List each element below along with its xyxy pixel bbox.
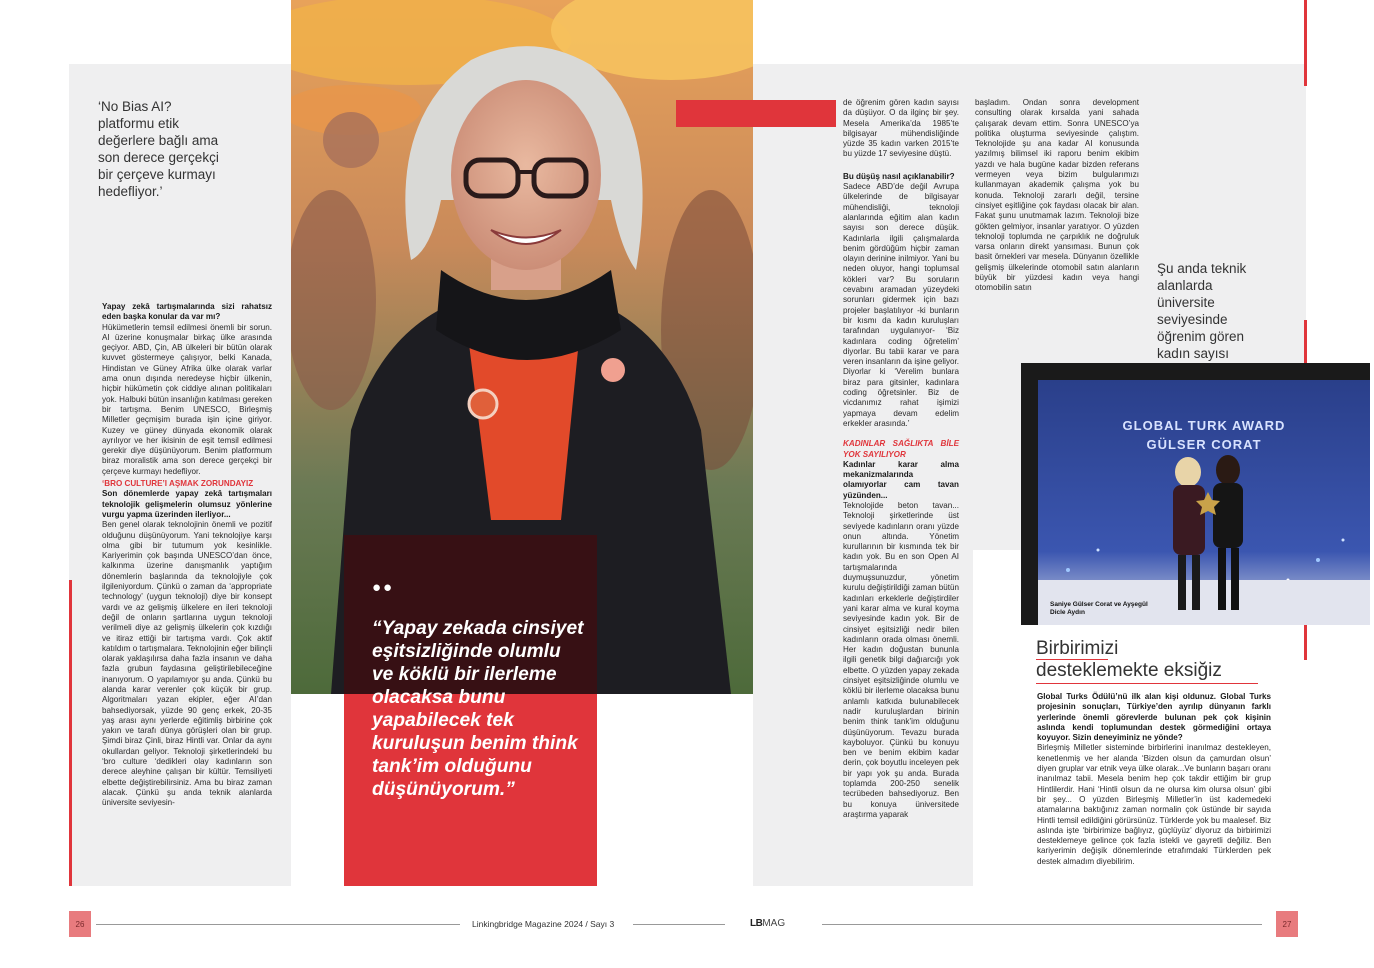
- paragraph: Teknolojide beton tavan... Teknoloji şirketlerinde üst seviyede kadınların oranı yüzde onun altında. Yönetim kurullarının bir kısmında tek bir kadın yok. Bu en son Open AI tartışmalarında duymuşsunuzdur, yönetim kurulu değiştirildiği zaman bütün kadınları erkeklerle değiştirdiler yani karar alma ve kural koyma seviyesinde kadın yok. Bir de cinsiyet eşitsizliği nedir bilen kadınların orada olması önemli. Her kadın doğustan bununla ilgili genetik bilgi dağıarcığı yok elbette. O yüzden yapay zekada cinsiyet eşitsizliğinde olumlu ve köklü bir ilerleme olacaksa bunu anlamlı katkıda bulunabilecek nadir kuruluşlardan birinin benim think tank’im olduğunu düşünüyorum. Tevazu burada kayboluyor. Çünkü bu konuyu ben ve benim ekibim kadar derin, çok boyutlu inceleyen pek bir yapı yok şu anda. Burada toplamda 200-250 senelik tecrübeden bahsediyoruz. Ben bu konuya üniversitede araştırma yaparak: [843, 500, 959, 819]
- paragraph: de öğrenim gören kadın sayısı da düşüyor. O da ilginç bir şey. Mesela Amerika’da 1985’te bilgisayar mühendisliğinde yüzde 35 kadın varken 2015’te bu yüzde 17 seviyesine düştü.: [843, 98, 959, 159]
- award-photo: [1038, 380, 1370, 625]
- paragraph: Ben genel olarak teknolojinin önemli ve pozitif olduğunu düşünüyorum. Yani teknolojiye karşı olma gibi bir tutumum yok kesinlikle. Kariyerimin çok başında UNESCO’dan önce, kalkınma üzerine danışmanlık yaptığım dönemlerin başlarında da teknolojiyle çok ilgileniyordum. Çünkü o zaman da ‘appropriate technology’ (uygun teknoloji) diye bir konsept vardı ve az gelişmiş ülkelere en ileri teknoloji değil de onların şartlarına uygun teknoloji verilmeli diye az gelişmiş ülkelerin çok kızdığı ve itiraz ettiği bir tartışma vardı. Çok aktif katıldım o tartışmalara. Teknolojinin eğer bilinçli olarak yaklaşılırsa daha fazla insanın ve daha fazla grubun faydasına geliştirilebileceğine inanıyorum. O yapılamıyor şu anda. Çünkü bu alanda karar verenler çok küçük bir grup. Algoritmaları yazan ekipler, eğer AI’dan bahsediyorsak, yüzde 90 genç erkek, 20-35 yaş arası aynı yerlerde eğitimliş birbirine çok yakın ve tarafı dünya görüşleri olan bir grup. Şimdi biraz Çinli, biraz Hintli var. Onlar da aynı okullardan geliyor. Teknoloji şirketlerindeki bu ‘bro culture ‘dedikleri olay kadınların son derece aleyhine çalışan bir kültür. Temsiliyeti elbette değiştirebilirsiniz. Ama bu biraz zaman alacak. Çünkü şu anda teknik alanlarda üniversite seviyesin-: [102, 520, 272, 808]
- left-accent-line: [69, 580, 72, 886]
- column-2-text: [843, 98, 959, 820]
- quote-box: [344, 535, 597, 886]
- column-3-text: [975, 98, 1139, 294]
- quote-dots: ●●: [372, 579, 395, 596]
- footer-rule-right: [822, 924, 1262, 925]
- footer-logo-bold: LB: [750, 918, 763, 929]
- right-accent-line-top: [1304, 0, 1307, 86]
- footer-magazine: Linkingbridge Magazine 2024 / Sayı 3: [472, 919, 615, 929]
- question: Kadınlar karar alma mekanizmalarında olamıyorlar cam tavan yüzünden...: [843, 459, 959, 500]
- footer-logo-light: MAG: [762, 918, 786, 929]
- question-2: Son dönemlerde yapay zekâ tartışmaları teknolojik gelişmelerin olumsuz yönlerine vurgu yapma üzerinden ilerliyor...: [102, 489, 272, 519]
- section-heading: KADINLAR SAĞLIKTA BİLE YOK SAYILIYOR: [843, 439, 959, 459]
- footer-rule-left: [96, 924, 460, 925]
- paragraph: başladım. Ondan sonra development consulting olarak kırsalda yani sahada çalışarak devam ettim. Sonra UNESCO’ya politika oluşturma seviyesinde çalıştım. Teknolojide şu ana kadar AI konusunda yazılmış bilimsel iki raporu benim ekibim yazdı ve hala bugüne kadar bizden referans vermeyen veya bizim bulgularımızı kullanmayan akademik çalışma yok bu konuda. Teknoloji zararlı değil, tersine cinsiyet eşitliğine çok faydası olacak bir alan. Fakat şunu unutmamak lazım. Teknoloji bize gökten gelmiyor, insanlar yaratıyor. O yüzden teknoloji toplumda ne çarpıklık ne doğruluk varsa onların direkt yansıması. Bunun çok basit örnekleri var mesela. Dünyanın özellikle gelişmiş ülkelerinde otomobil satın alanların büyük bir yüzdesi kadın veya hangi otomobilin satın: [975, 98, 1139, 293]
- right-pullquote: Şu anda teknik alanlarda üniversite seviyesinde öğrenim gören kadın sayısı: [1157, 261, 1247, 361]
- award-photo-frame: [1021, 363, 1370, 625]
- sidebar-body: Birleşmiş Milletler sisteminde birbirlerini inanılmaz destekleyen, kenetlenmiş ve her alanda ‘Bizden olsun da çamurdan olsun’ diyen gruplar var etnik veya ülke olarak...Ve bunların başarı oranı inanılmaz tabii. Mesela benim hep çok takdir ettiğim bir grup Hintlilerdir. Hani ‘Hintli olsun da ne olursa kim olursa olsun’ gibi bir şey... O yüzden Birleşmiş Milletler’in üst kademedeki atamalarına baktığınız zaman normalin çok üstünde bir sayıda Hintli temsil edildiğini görürsünüz. Türklerde yok bu maalesef. Biz aslında işte ‘birbirimize bağlıyız, güçlüyüz’ diyoruz da birbirimizi desteklemeye gelince çok fazla istekli ve gayretli değiliz. Ben kariyerimin değişik dönemlerinde etrafımdaki Türklerden pek destek almadım diyebilirim.: [1037, 743, 1271, 866]
- quote-text: “Yapay zekada cinsiyet eşitsizliğinde olumlu ve köklü bir ilerleme olacaksa bunu yapabilecek tek kuruluşun benim think tank’im olduğunu düşünüyorum.”: [372, 618, 584, 800]
- sidebar-intro: Global Turks Ödülü’nü ilk alan kişi oldunuz. Global Turks projesinin sonuçları, Türkiye’den ayrılıp dünyanın farklı yerlerinde önemli görevlerde bulunan pek çok kişinin aslında kendi toplumundan destek görmediğini ortaya koyuyor. Sizin deneyiminiz ne yönde?: [1037, 692, 1271, 743]
- left-pullquote: ‘No Bias AI? platformu etik değerlere bağlı ama son derece gerçekçi bir çerçeve kurmayı hedefliyor.’: [98, 99, 219, 199]
- red-bar-top: [676, 100, 836, 127]
- award-banner-line1: GLOBAL TURK AWARD: [1122, 418, 1286, 433]
- sidebar-title-underline-1: [1036, 659, 1108, 660]
- page-number-right: 27: [1276, 911, 1298, 937]
- page-number-left: 26: [69, 911, 91, 937]
- footer-logo: [750, 918, 785, 929]
- sidebar-title-line2: desteklemekte eksiğiz: [1036, 660, 1222, 681]
- footer-rule-center: [633, 924, 725, 925]
- paragraph: Sadece ABD’de değil Avrupa ülkelerinde de bilgisayar mühendisliği, teknoloji alanlarında eğitim alan kadın sayısı son derece düşük. Kadınlarla ilgili çalışmalarda benim gördüğüm hiçbir zaman olayın derinine inilmiyor. Yani bu neden oluyor, hangi toplumsal kökleri var? Bu soruların cevabını aramadan yüzeydeki sorunları gidermek için bazı projeler başlatılıyor -ki bunların bir kısmı da kadın kuruluşları tarafından uygulanıyor- ‘Biz kadınlara coding öğretelim’ diyorlar. Bu tabii karar ve para veren insanların da işine geliyor. Diyorlar ki ‘Verelim bunlara biraz para gitsinler, kadınlara coding öğretsinler. Biz de vicdanımız rahat işimizi yapmaya devam edelim erkekler arasında.’: [843, 182, 959, 428]
- award-banner-line2: GÜLSER CORAT: [1146, 437, 1262, 452]
- award-illustration: [1038, 380, 1370, 625]
- sidebar-title-line1: Birbirimizi: [1036, 638, 1119, 659]
- section-heading: ‘BRO CULTURE’I AŞMAK ZORUNDAYIZ: [102, 479, 254, 489]
- sidebar-article-text: [1037, 692, 1271, 867]
- sidebar-title-underline-2: [1036, 683, 1258, 684]
- award-caption: Saniye Gülser Corat ve Ayşegül Dicle Aydın: [1050, 601, 1148, 616]
- question-1: Yapay zekâ tartışmalarında sizi rahatsız eden başka konular da var mı?: [102, 302, 272, 322]
- column-1-text: [102, 302, 272, 809]
- question: Bu düşüş nasıl açıklanabilir?: [843, 171, 955, 181]
- paragraph: Hükümetlerin temsil edilmesi önemli bir sorun. AI üzerine konuşmalar birkaç ülke arasında geçiyor. ABD, Çin, AB ülkeleri bir bütün olarak kuvvet göstermeye çalışıyor, belki Kanada, Hindistan ve Güney Afrika ülke olarak varlar ama onun dışında neredeyse hiçbir ülkenin, hiçbir hükümetin çok ciddiye alınan politikaları yok. Halbuki bütün insanlığın katılması gereken bir tartışma. Benim UNESCO, Birleşmiş Milletler geçmişim burada işin içine giriyor. Kuzey ve güney dünyada ekonomik olarak ayrılıyor ve her ikisinin de eşit temsil edilmesi gerekir diye düşünüyorum. Benim platformum biraz moralistik ama son derece gerçekçi bir çerçeve kurmayı hedefliyor.: [102, 322, 272, 476]
